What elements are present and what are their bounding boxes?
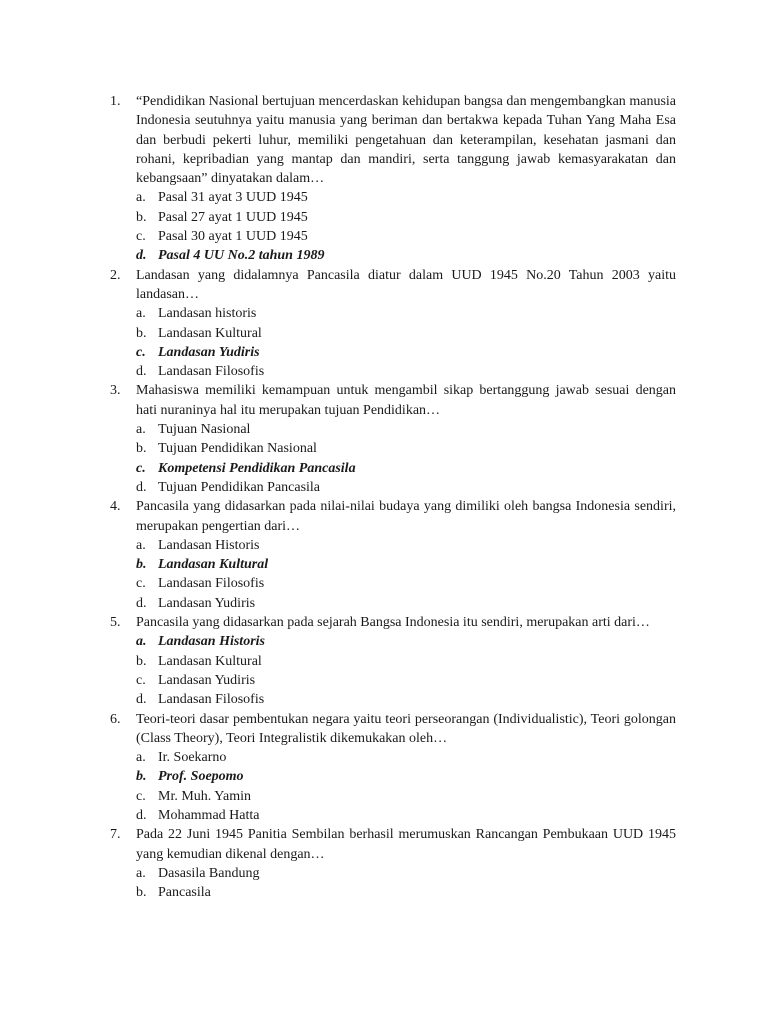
question-number: 5. <box>110 615 121 631</box>
answer-option <box>136 594 676 613</box>
answer-option <box>136 787 676 806</box>
option-letter: a. <box>136 750 146 766</box>
option-text: Landasan Yudiris <box>158 344 260 360</box>
option-letter: a. <box>136 422 146 438</box>
option-list <box>136 536 676 613</box>
answer-option <box>136 439 676 458</box>
option-text: Landasan Kultural <box>158 653 262 669</box>
question-item <box>110 92 676 266</box>
option-text: Pasal 30 ayat 1 UUD 1945 <box>158 229 308 245</box>
option-text: Landasan Kultural <box>158 557 269 573</box>
option-text: Landasan Filosofis <box>158 576 265 592</box>
question-text: Pada 22 Juni 1945 Panitia Sembilan berhasil merumuskan Rancangan Pembukaan UUD 1945 yang kemudian dikenal dengan… <box>136 827 676 862</box>
option-letter: b. <box>136 557 147 573</box>
option-letter: d. <box>136 248 147 264</box>
answer-option <box>136 671 676 690</box>
option-text: Landasan Filosofis <box>158 692 265 708</box>
option-text: Landasan Kultural <box>158 325 262 341</box>
answer-option <box>136 748 676 767</box>
option-list <box>136 420 676 497</box>
option-text: Dasasila Bandung <box>158 865 260 881</box>
question-number: 3. <box>110 383 121 399</box>
question-text: Pancasila yang didasarkan pada sejarah Bangsa Indonesia itu sendiri, merupakan arti dari… <box>136 615 650 631</box>
option-letter: d. <box>136 692 147 708</box>
answer-option <box>136 227 676 246</box>
correct-answer-option <box>136 459 676 478</box>
option-letter: b. <box>136 769 147 785</box>
option-letter: d. <box>136 807 147 823</box>
option-text: Landasan historis <box>158 306 257 322</box>
answer-option <box>136 188 676 207</box>
option-list <box>136 304 676 381</box>
question-item <box>110 710 676 826</box>
answer-option <box>136 806 676 825</box>
option-letter: a. <box>136 865 146 881</box>
option-text: Landasan Yudiris <box>158 595 256 611</box>
option-text: Kompetensi Pendidikan Pancasila <box>158 460 356 476</box>
option-letter: c. <box>136 460 146 476</box>
question-number: 7. <box>110 827 121 843</box>
option-text: Pancasila <box>158 885 211 901</box>
answer-option <box>136 536 676 555</box>
option-letter: a. <box>136 537 146 553</box>
option-text: Tujuan Nasional <box>158 422 251 438</box>
correct-answer-option <box>136 767 676 786</box>
option-text: Mr. Muh. Yamin <box>158 788 251 804</box>
question-text: “Pendidikan Nasional bertujuan mencerdaskan kehidupan bangsa dan mengembangkan manusia Indonesia seutuhnya yaitu manusia yang beriman dan bertakwa kepada Tuhan Yang Maha Esa dan berbudi pekerti luhur, memiliki pengetahuan dan keterampilan, kesehatan jasmani dan rohani, kepribadian yang mantap dan mandiri, serta tanggung jawab kemasyarakatan dan kebangsaan” dinyatakan dalam… <box>136 94 676 187</box>
question-item <box>110 613 676 709</box>
question-item <box>110 381 676 497</box>
question-item <box>110 497 676 613</box>
option-letter: a. <box>136 306 146 322</box>
option-text: Tujuan Pendidikan Nasional <box>158 441 317 457</box>
question-text: Pancasila yang didasarkan pada nilai-nilai budaya yang dimiliki oleh bangsa Indonesia sendiri, merupakan pengertian dari… <box>136 499 676 534</box>
answer-option <box>136 362 676 381</box>
answer-option <box>136 324 676 343</box>
option-letter: c. <box>136 576 146 592</box>
option-letter: b. <box>136 653 147 669</box>
question-text: Teori-teori dasar pembentukan negara yaitu teori perseorangan (Individualistic), Teori golongan (Class Theory), Teori Integralistik dikemukakan oleh… <box>136 711 676 746</box>
answer-option <box>136 690 676 709</box>
option-list <box>136 188 676 265</box>
option-letter: a. <box>136 634 147 650</box>
option-text: Ir. Soekarno <box>158 750 227 766</box>
option-list <box>136 632 676 709</box>
option-text: Prof. Soepomo <box>158 769 244 785</box>
option-letter: a. <box>136 190 146 206</box>
answer-option <box>136 478 676 497</box>
option-letter: c. <box>136 672 146 688</box>
option-letter: b. <box>136 325 147 341</box>
question-text: Landasan yang didalamnya Pancasila diatur dalam UUD 1945 No.20 Tahun 2003 yaitu landasan… <box>136 267 676 302</box>
answer-option <box>136 864 676 883</box>
option-text: Landasan Filosofis <box>158 364 265 380</box>
answer-option <box>136 304 676 323</box>
answer-option <box>136 652 676 671</box>
option-letter: b. <box>136 885 147 901</box>
correct-answer-option <box>136 246 676 265</box>
answer-option <box>136 420 676 439</box>
option-text: Landasan Historis <box>158 634 265 650</box>
option-letter: c. <box>136 229 146 245</box>
option-text: Pasal 27 ayat 1 UUD 1945 <box>158 209 308 225</box>
option-list <box>136 864 676 903</box>
answer-option <box>136 208 676 227</box>
answer-option <box>136 574 676 593</box>
question-text: Mahasiswa memiliki kemampuan untuk mengambil sikap bertanggung jawab sesuai dengan hati nuraninya hal itu merupakan tujuan Pendidikan… <box>136 383 676 418</box>
question-number: 6. <box>110 711 121 727</box>
option-text: Mohammad Hatta <box>158 807 260 823</box>
question-number: 2. <box>110 267 121 283</box>
option-text: Pasal 4 UU No.2 tahun 1989 <box>158 248 325 264</box>
question-number: 4. <box>110 499 121 515</box>
option-text: Landasan Yudiris <box>158 672 256 688</box>
option-text: Landasan Historis <box>158 537 260 553</box>
answer-option <box>136 883 676 902</box>
question-item <box>110 825 676 902</box>
option-list <box>136 748 676 825</box>
correct-answer-option <box>136 632 676 651</box>
option-letter: b. <box>136 441 147 457</box>
question-number: 1. <box>110 94 121 109</box>
option-text: Tujuan Pendidikan Pancasila <box>158 479 321 495</box>
option-letter: d. <box>136 364 147 380</box>
correct-answer-option <box>136 343 676 362</box>
question-item <box>110 266 676 382</box>
option-letter: b. <box>136 209 147 225</box>
option-letter: d. <box>136 595 147 611</box>
correct-answer-option <box>136 555 676 574</box>
option-letter: c. <box>136 344 146 360</box>
option-letter: c. <box>136 788 146 804</box>
option-text: Pasal 31 ayat 3 UUD 1945 <box>158 190 308 206</box>
option-letter: d. <box>136 479 147 495</box>
question-list <box>110 92 676 902</box>
